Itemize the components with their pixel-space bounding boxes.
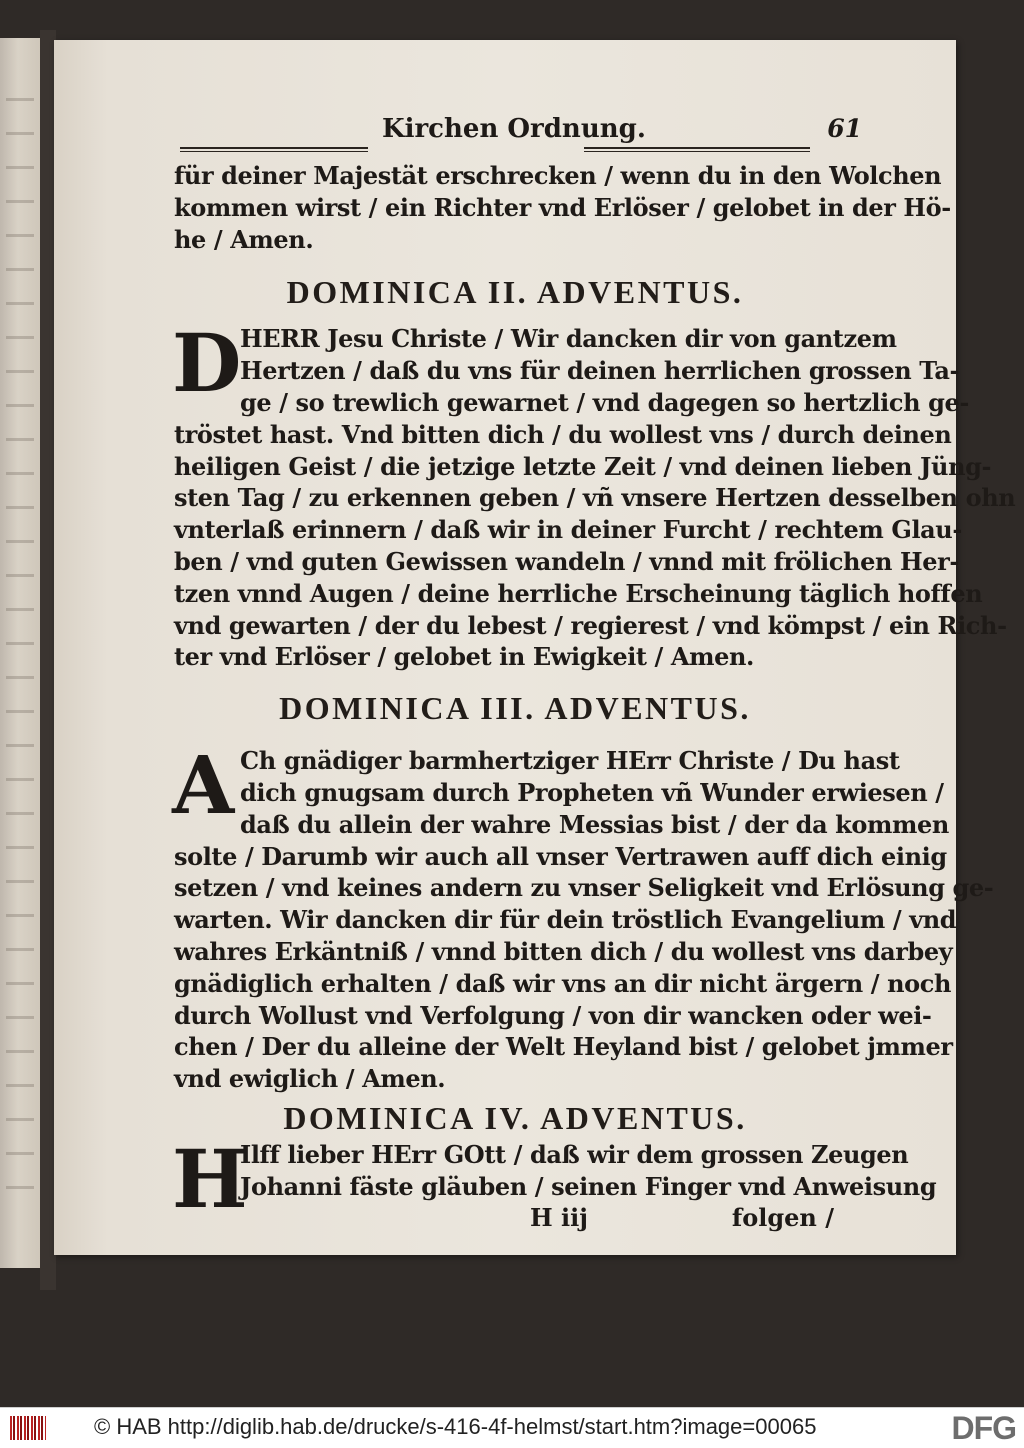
section-heading: DOMINICA III. ADVENTUS. [279, 690, 751, 727]
text-line: Ch gnädiger barmhertziger HErr Christe / Du hast [240, 746, 900, 776]
text-line: sten Tag / zu erkennen geben / vñ vnsere Hertzen desselben ohn [174, 483, 1016, 513]
text-line: daß du allein der wahre Messias bist / der da kommen [240, 809, 949, 839]
text-line: warten. Wir dancken dir für dein tröstlich Evangelium / vnd [174, 905, 957, 935]
running-title: Kirchen Ordnung. [382, 114, 646, 144]
catchword: folgen / [731, 1202, 834, 1232]
text-line: ge / so trewlich gewarnet / vnd dagegen so hertzlich ge- [240, 387, 969, 417]
text-line: für deiner Majestät erschrecken / wenn du in den Wolchen [174, 161, 942, 190]
text-line: Hertzen / daß du vns für deinen herrlichen grossen Ta- [240, 356, 960, 386]
text-line: HERR Jesu Christe / Wir dancken dir von gantzem [240, 324, 897, 354]
intro-text [174, 160, 951, 255]
dfg-logo: DFG [951, 1410, 1016, 1446]
text-line: Johanni fäste gläuben / seinen Finger vnd Anweisung [240, 1171, 937, 1201]
text-line: wahres Erkäntniß / vnnd bitten dich / du wollest vns darbey [174, 936, 953, 966]
text-line: gnädiglich erhalten / daß wir vns an dir nicht ärgern / noch [174, 968, 952, 998]
text-line: tröstet hast. Vnd bitten dich / du wollest vns / durch deinen [174, 419, 952, 449]
section-heading: DOMINICA IV. ADVENTUS. [283, 1099, 747, 1136]
text-line: setzen / vnd keines andern zu vnser Seligkeit vnd Erlösung ge- [174, 873, 994, 903]
text-line: Ilff lieber HErr GOtt / daß wir dem grossen Zeugen [240, 1139, 909, 1169]
text-line: chen / Der du alleine der Welt Heyland bist / gelobet jmmer [174, 1032, 953, 1062]
signature-mark: H iij [530, 1202, 588, 1232]
book-page [54, 40, 1016, 1255]
text-line: dich gnugsam durch Propheten vñ Wunder erwiesen / [240, 777, 944, 807]
text-line: durch Wollust vnd Verfolgung / von dir wancken oder wei- [174, 1000, 932, 1030]
section-heading: DOMINICA II. ADVENTUS. [286, 274, 744, 311]
text-line: ben / vnd guten Gewissen wandeln / vnnd mit frölichen Her- [174, 546, 959, 576]
text-line: vnd gewarten / der du lebest / regierest / vnd kömpst / ein Rich- [174, 610, 1007, 640]
copyright-link[interactable]: © HAB http://diglib.hab.de/drucke/s-416-4f-helmst/start.htm?image=00065 [94, 1414, 817, 1439]
prayer-paragraph [172, 316, 1016, 673]
drop-cap-initial: D [172, 316, 241, 411]
viewer-footer [0, 1407, 1024, 1448]
header-rule-right [584, 147, 810, 149]
running-header [174, 114, 862, 160]
prayer-paragraph [172, 738, 994, 1095]
drop-cap-initial: A [172, 738, 234, 833]
text-line: kommen wirst / ein Richter vnd Erlöser / gelobet in der Hö- [174, 192, 951, 222]
drop-cap-initial: H [172, 1131, 248, 1226]
header-rule-left [180, 147, 368, 149]
text-line: vnd ewiglich / Amen. [174, 1064, 446, 1094]
text-line: he / Amen. [174, 224, 314, 254]
page-content [172, 114, 1016, 1235]
text-line: heiligen Geist / die jetzige letzte Zeit / vnd deinen lieben Jüng- [174, 451, 992, 481]
barcode-icon [10, 1416, 46, 1440]
catchword-line [174, 1203, 856, 1235]
previous-page-edge [0, 38, 40, 1268]
page-number: 61 [827, 114, 862, 143]
text-line: ter vnd Erlöser / gelobet in Ewigkeit / Amen. [174, 642, 754, 672]
text-line: vnterlaß erinnern / daß wir in deiner Furcht / rechtem Glau- [174, 515, 962, 545]
text-line: tzen vnnd Augen / deine herrliche Erscheinung täglich hoffen [174, 578, 983, 608]
text-line: solte / Darumb wir auch all vnser Vertrawen auff dich einig [174, 841, 947, 871]
